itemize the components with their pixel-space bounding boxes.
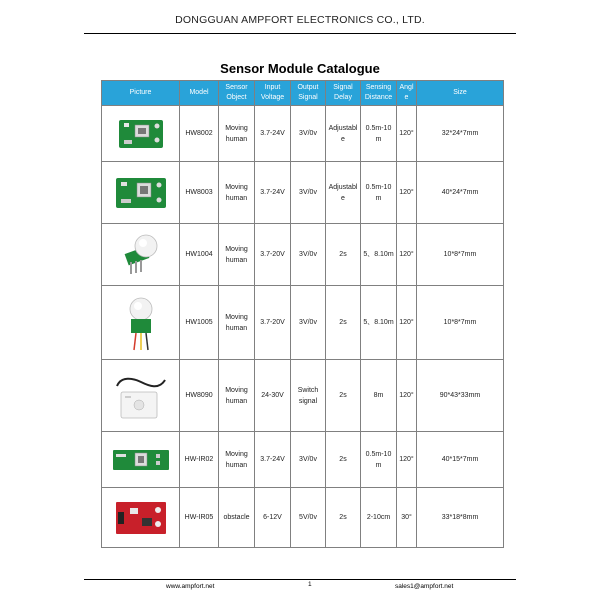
picture-cell	[102, 106, 180, 162]
object-cell: Moving human	[219, 286, 255, 360]
delay-cell: Adjustabl e	[326, 162, 361, 224]
size-cell: 40*15*7mm	[417, 432, 504, 488]
angle-cell: 30°	[397, 488, 417, 548]
model-cell: HW-IR05	[180, 488, 219, 548]
table-row	[102, 106, 504, 162]
model-cell: HW1005	[180, 286, 219, 360]
size-cell: 33*18*8mm	[417, 488, 504, 548]
voltage-cell: 3.7-24V	[255, 162, 291, 224]
object-cell: Moving human	[219, 106, 255, 162]
picture-cell	[102, 488, 180, 548]
distance-cell: 0.5m-10 m	[361, 162, 397, 224]
voltage-cell: 24-30V	[255, 360, 291, 432]
voltage-cell: 6-12V	[255, 488, 291, 548]
green-pir-board-icon	[113, 173, 169, 213]
object-cell: Moving human	[219, 432, 255, 488]
table-row	[102, 488, 504, 548]
angle-cell: 120°	[397, 162, 417, 224]
delay-cell: Adjustabl e	[326, 106, 361, 162]
delay-cell: 2s	[326, 286, 361, 360]
footer-email: sales1@ampfort.net	[395, 583, 454, 590]
model-cell: HW-IR02	[180, 432, 219, 488]
footer-divider	[84, 579, 516, 580]
table-row	[102, 432, 504, 488]
mini-pir-dome-wired-icon	[119, 292, 163, 354]
table-row	[102, 162, 504, 224]
column-header: Size	[417, 81, 504, 106]
output-cell: 3V/0v	[291, 432, 326, 488]
delay-cell: 2s	[326, 224, 361, 286]
size-cell: 90*43*33mm	[417, 360, 504, 432]
table-row	[102, 224, 504, 286]
sensor-table	[101, 80, 504, 548]
angle-cell: 120°	[397, 106, 417, 162]
column-header: Sensor Object	[219, 81, 255, 106]
page-title: Sensor Module Catalogue	[220, 61, 380, 76]
header-divider	[84, 33, 516, 34]
voltage-cell: 3.7-24V	[255, 432, 291, 488]
size-cell: 10*8*7mm	[417, 224, 504, 286]
catalogue-page	[84, 0, 516, 600]
table-row	[102, 286, 504, 360]
model-cell: HW1004	[180, 224, 219, 286]
column-header: Picture	[102, 81, 180, 106]
footer-website: www.ampfort.net	[166, 583, 215, 590]
angle-cell: 120°	[397, 224, 417, 286]
output-cell: 3V/0v	[291, 162, 326, 224]
table-header-row	[102, 81, 504, 106]
distance-cell: 5、8.10m	[361, 224, 397, 286]
model-cell: HW8090	[180, 360, 219, 432]
angle-cell: 120°	[397, 286, 417, 360]
column-header: Output Signal	[291, 81, 326, 106]
picture-cell	[102, 224, 180, 286]
distance-cell: 0.5m-10 m	[361, 106, 397, 162]
picture-cell	[102, 286, 180, 360]
output-cell: 3V/0v	[291, 106, 326, 162]
model-cell: HW8002	[180, 106, 219, 162]
picture-cell	[102, 360, 180, 432]
column-header: Signal Delay	[326, 81, 361, 106]
picture-cell	[102, 432, 180, 488]
delay-cell: 2s	[326, 432, 361, 488]
angle-cell: 120°	[397, 432, 417, 488]
distance-cell: 8m	[361, 360, 397, 432]
object-cell: Moving human	[219, 162, 255, 224]
delay-cell: 2s	[326, 360, 361, 432]
model-cell: HW8003	[180, 162, 219, 224]
distance-cell: 2-10cm	[361, 488, 397, 548]
output-cell: Switch signal	[291, 360, 326, 432]
size-cell: 10*8*7mm	[417, 286, 504, 360]
column-header: Sensing Distance	[361, 81, 397, 106]
output-cell: 3V/0v	[291, 224, 326, 286]
company-name: DONGGUAN AMPFORT ELECTRONICS CO., LTD.	[175, 14, 425, 26]
size-cell: 40*24*7mm	[417, 162, 504, 224]
column-header: Input Voltage	[255, 81, 291, 106]
object-cell: Moving human	[219, 360, 255, 432]
angle-cell: 120°	[397, 360, 417, 432]
distance-cell: 5、8.10m	[361, 286, 397, 360]
page-number: 1	[308, 581, 312, 588]
green-pir-board-icon	[116, 116, 166, 152]
red-obstacle-board-icon	[112, 498, 170, 538]
output-cell: 3V/0v	[291, 286, 326, 360]
output-cell: 5V/0v	[291, 488, 326, 548]
green-ir-strip-icon	[111, 445, 171, 475]
voltage-cell: 3.7-24V	[255, 106, 291, 162]
column-header: Angl e	[397, 81, 417, 106]
delay-cell: 2s	[326, 488, 361, 548]
column-header: Model	[180, 81, 219, 106]
voltage-cell: 3.7-20V	[255, 224, 291, 286]
voltage-cell: 3.7-20V	[255, 286, 291, 360]
distance-cell: 0.5m-10 m	[361, 432, 397, 488]
size-cell: 32*24*7mm	[417, 106, 504, 162]
picture-cell	[102, 162, 180, 224]
object-cell: Moving human	[219, 224, 255, 286]
object-cell: obstacle	[219, 488, 255, 548]
white-pir-switch-icon	[111, 368, 171, 424]
table-row	[102, 360, 504, 432]
mini-pir-dome-icon	[116, 230, 166, 280]
